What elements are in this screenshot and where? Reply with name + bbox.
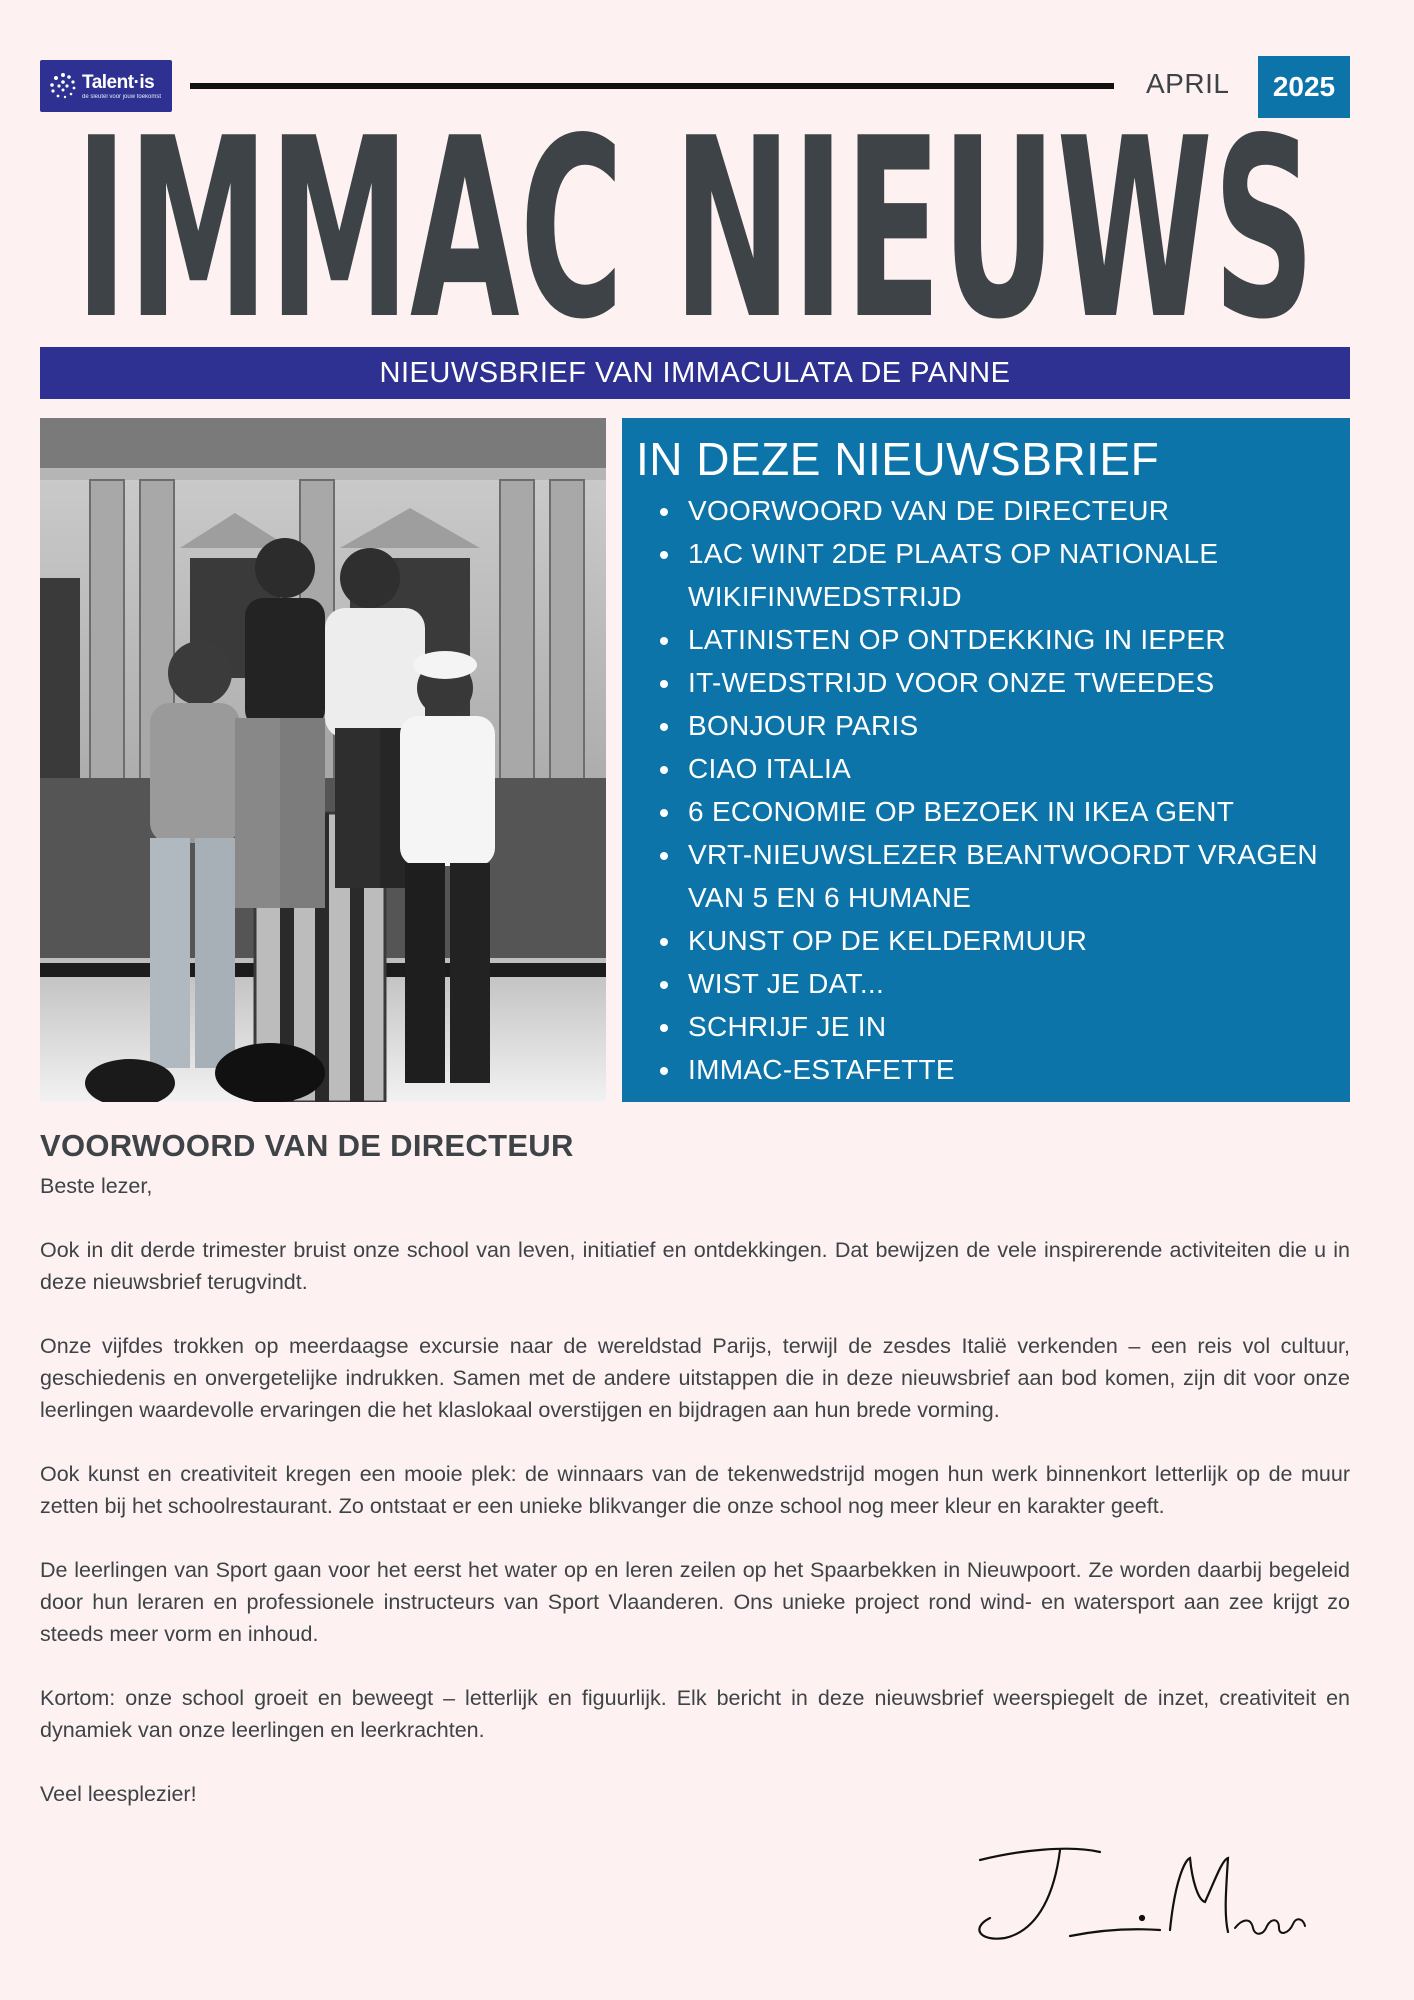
signature-icon	[960, 1840, 1340, 1950]
article-greeting: Beste lezer,	[40, 1174, 153, 1198]
article-closing: Veel leesplezier!	[40, 1782, 197, 1806]
toc-item: IMMAC-ESTAFETTE	[656, 1048, 1330, 1091]
toc-heading: IN DEZE NIEUWSBRIEF	[636, 433, 1160, 485]
article-paragraph: Kortom: onze school groeit en beweegt – letterlijk en figuurlijk. Elk bericht in deze nieuwsbrief weerspiegelt de inzet, creativiteit en dynamiek van onze leerlingen en leerkrachten.	[40, 1686, 1350, 1742]
subtitle-text: NIEUWSBRIEF VAN IMMACULATA DE PANNE	[379, 356, 1011, 389]
toc-item: LATINISTEN OP ONTDEKKING IN IEPER	[656, 618, 1330, 661]
toc-item: 6 ECONOMIE OP BEZOEK IN IKEA GENT	[656, 790, 1330, 833]
group-photo	[40, 418, 606, 1102]
masthead-text: IMMAC NIEUWS	[75, 112, 1315, 337]
director-signature	[960, 1840, 1340, 1950]
article-paragraph: Ook in dit derde trimester bruist onze school van leven, initiatief en ontdekkingen. Dat bewijzen de vele inspirerende activiteiten die u in deze nieuwsbrief terugvindt.	[40, 1238, 1350, 1294]
subtitle-bar	[40, 347, 1350, 399]
talentis-logo	[40, 60, 172, 112]
logo-tagline: de sleutel voor jouw toekomst	[82, 93, 162, 100]
toc-item: 1AC WINT 2DE PLAATS OP NATIONALE WIKIFINWEDSTRIJD	[656, 532, 1330, 618]
students-photo-image	[40, 418, 606, 1102]
toc-item: BONJOUR PARIS	[656, 704, 1330, 747]
article-paragraph: Onze vijfdes trokken op meerdaagse excursie naar de wereldstad Parijs, terwijl de zesdes Italië verkenden – een reis vol cultuur, geschiedenis en onvergetelijke indrukken. Samen met de andere uitstappen die in deze nieuwsbrief aan bod komen, zijn dit voor onze leerlingen waardevolle ervaringen die het klaslokaal overstijgen en bijdragen aan hun brede vorming.	[40, 1334, 1350, 1422]
article-paragraph: De leerlingen van Sport gaan voor het eerst het water op en leren zeilen op het Spaarbekken in Nieuwpoort. Ze worden daarbij begeleid door hun leraren en professionele instructeurs van Sport Vlaanderen. Ons unieke project rond wind- en watersport aan zee krijgt zo steeds meer vorm en inhoud.	[40, 1558, 1350, 1646]
header-rule	[190, 83, 1114, 89]
issue-year: 2025	[1258, 56, 1350, 118]
toc-item: VOORWOORD VAN DE DIRECTEUR	[656, 489, 1330, 532]
toc-list	[656, 489, 1330, 1091]
toc-item: IT-WEDSTRIJD VOOR ONZE TWEEDES	[656, 661, 1330, 704]
toc-panel	[622, 418, 1350, 1102]
toc-item: WIST JE DAT...	[656, 962, 1330, 1005]
logo-brand: Talent·is	[82, 71, 155, 93]
toc-item: CIAO ITALIA	[656, 747, 1330, 790]
dots-logo-icon	[48, 71, 78, 101]
toc-item: KUNST OP DE KELDERMUUR	[656, 919, 1330, 962]
foreword-article	[40, 1128, 1350, 1842]
toc-item: VRT-NIEUWSLEZER BEANTWOORDT VRAGEN VAN 5 EN 6 HUMANE	[656, 833, 1330, 919]
toc-item: SCHRIJF JE IN	[656, 1005, 1330, 1048]
masthead-title	[40, 112, 1350, 337]
article-heading: VOORWOORD VAN DE DIRECTEUR	[40, 1128, 574, 1163]
issue-month: APRIL	[1146, 68, 1230, 99]
article-paragraph: Ook kunst en creativiteit kregen een mooie plek: de winnaars van de tekenwedstrijd mogen hun werk binnenkort letterlijk op de muur zetten bij het schoolrestaurant. Zo ontstaat er een unieke blikvanger die onze school nog meer kleur en karakter geeft.	[40, 1462, 1350, 1518]
